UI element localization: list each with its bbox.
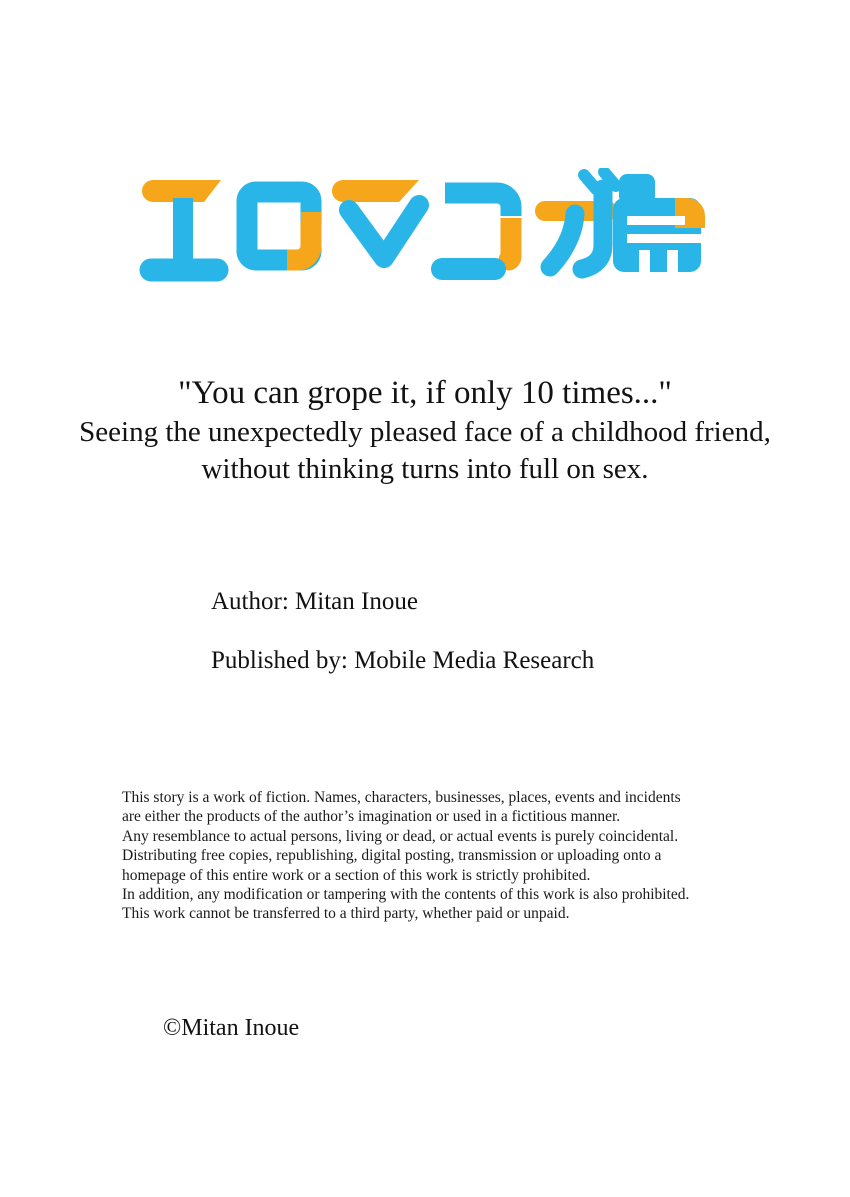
author-line: Author: Mitan Inoue (211, 588, 418, 615)
logo-glyph-e (151, 180, 221, 270)
logo-glyph-ro (247, 192, 321, 260)
title-quote: "You can grope it, if only 10 times..." (178, 375, 672, 411)
publisher-line: Published by: Mobile Media Research (211, 647, 595, 674)
copyright-line: ©Mitan Inoue (163, 1015, 300, 1041)
publisher-logo (135, 168, 710, 300)
disclaimer-line: In addition, any modification or tampering with the contents of this work is also prohibited. (122, 886, 690, 904)
disclaimer-block (122, 788, 762, 924)
logo-glyph-ga (545, 172, 616, 269)
logo-glyph-shima (613, 174, 705, 272)
disclaimer-line: This work cannot be transferred to a third party, whether paid or unpaid. (122, 905, 570, 923)
logo-glyph-ma (343, 180, 419, 258)
logo-glyph-n (442, 193, 511, 269)
subtitle-line-2: without thinking turns into full on sex. (201, 453, 649, 485)
disclaimer-line: homepage of this entire work or a section of this work is strictly prohibited. (122, 866, 591, 884)
disclaimer-line: Distributing free copies, republishing, digital posting, transmission or uploading onto a (122, 847, 662, 865)
disclaimer-line: Any resemblance to actual persons, living or dead, or actual events is purely coincidental. (122, 827, 679, 845)
title-block (0, 372, 850, 488)
subtitle-line-1: Seeing the unexpectedly pleased face of a childhood friend, (79, 416, 771, 448)
disclaimer-line: This story is a work of fiction. Names, characters, businesses, places, events and incidents (122, 789, 681, 806)
disclaimer-line: are either the products of the author’s imagination or used in a fictitious manner. (122, 808, 621, 826)
eromanga-jima-logo-icon (135, 168, 710, 300)
credits-block (211, 588, 594, 675)
